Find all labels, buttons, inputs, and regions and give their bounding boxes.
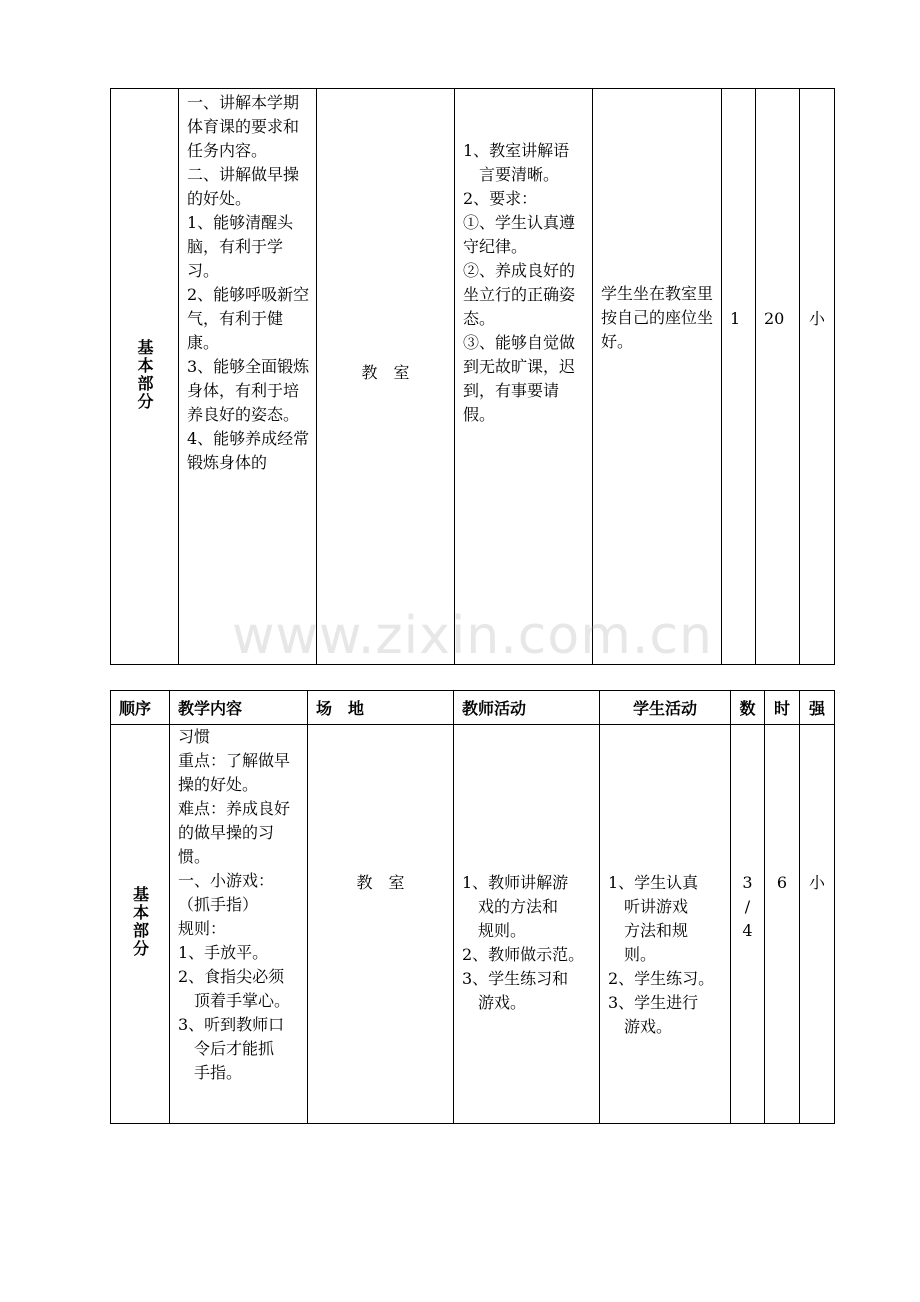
student-cell	[600, 725, 731, 1124]
count-cell	[731, 725, 765, 1124]
venue: 教 室	[361, 362, 410, 382]
teacher-cell	[455, 89, 593, 665]
count-cell	[722, 89, 756, 665]
body-row	[111, 725, 835, 1124]
student-activity: 学生坐在教室里按自己的座位坐好。	[601, 284, 714, 351]
teacher-activity: 1、教室讲解语 言要清晰。 2、要求： ①、学生认真遵守纪律。 ②、养成良好的坐立行的正确姿态。 ③、能够自觉做到无故旷课，迟到，有事要请假。	[463, 141, 576, 424]
time: 6	[776, 873, 788, 892]
time-cell	[756, 89, 800, 665]
venue: 教 室	[356, 873, 405, 892]
content-cell	[179, 89, 317, 665]
section-label-cell	[111, 89, 179, 665]
count: 3 / 4	[742, 873, 753, 940]
intensity: 小	[809, 309, 826, 328]
venue-cell	[317, 89, 455, 665]
header-content: 教学内容	[170, 691, 308, 725]
header-time: 时	[765, 691, 800, 725]
header-venue: 场 地	[308, 691, 454, 725]
student-cell	[593, 89, 722, 665]
section-label: 基本部分	[135, 338, 154, 411]
teacher-cell	[454, 725, 600, 1124]
student-activity: 1、学生认真 听讲游戏 方法和规 则。 2、学生练习。 3、学生进行 游戏。	[608, 873, 715, 1036]
time: 20	[764, 309, 785, 328]
intensity-cell	[800, 725, 835, 1124]
intensity: 小	[808, 873, 825, 892]
teaching-content: 一、讲解本学期体育课的要求和任务内容。 二、讲解做早操的好处。 1、能够清醒头脑，有利于学习。 2、能够呼吸新空气，有利于健康。 3、能够全面锻炼身体，有利于培养良好的姿态。 4、能够养成经常锻炼身体的	[187, 93, 310, 472]
count: 1	[730, 309, 741, 328]
lesson-table	[110, 690, 835, 1124]
header-order: 顺序	[111, 691, 170, 725]
content-cell	[170, 725, 308, 1124]
header-row	[111, 691, 835, 725]
header-intensity: 强	[800, 691, 835, 725]
venue-cell	[308, 725, 454, 1124]
lesson-table-continued	[110, 88, 835, 665]
header-student: 学生活动	[600, 691, 731, 725]
time-cell	[765, 725, 800, 1124]
section-label: 基本部分	[130, 886, 150, 958]
header-teacher: 教师活动	[454, 691, 600, 725]
teaching-content: 习惯 重点：了解做早操的好处。 难点：养成良好的做早操的习惯。 一、小游戏： （抓手指） 规则： 1、手放平。 2、食指尖必须 顶着手掌心。 3、听到教师口 令后才能抓 手指。	[178, 727, 291, 1082]
header-count: 数	[731, 691, 765, 725]
teacher-activity: 1、教师讲解游 戏的方法和 规则。 2、教师做示范。 3、学生练习和 游戏。	[462, 873, 585, 1012]
section-label-cell	[111, 725, 170, 1124]
watermark: www.zixin.com.cn	[232, 606, 713, 666]
intensity-cell	[800, 89, 835, 665]
